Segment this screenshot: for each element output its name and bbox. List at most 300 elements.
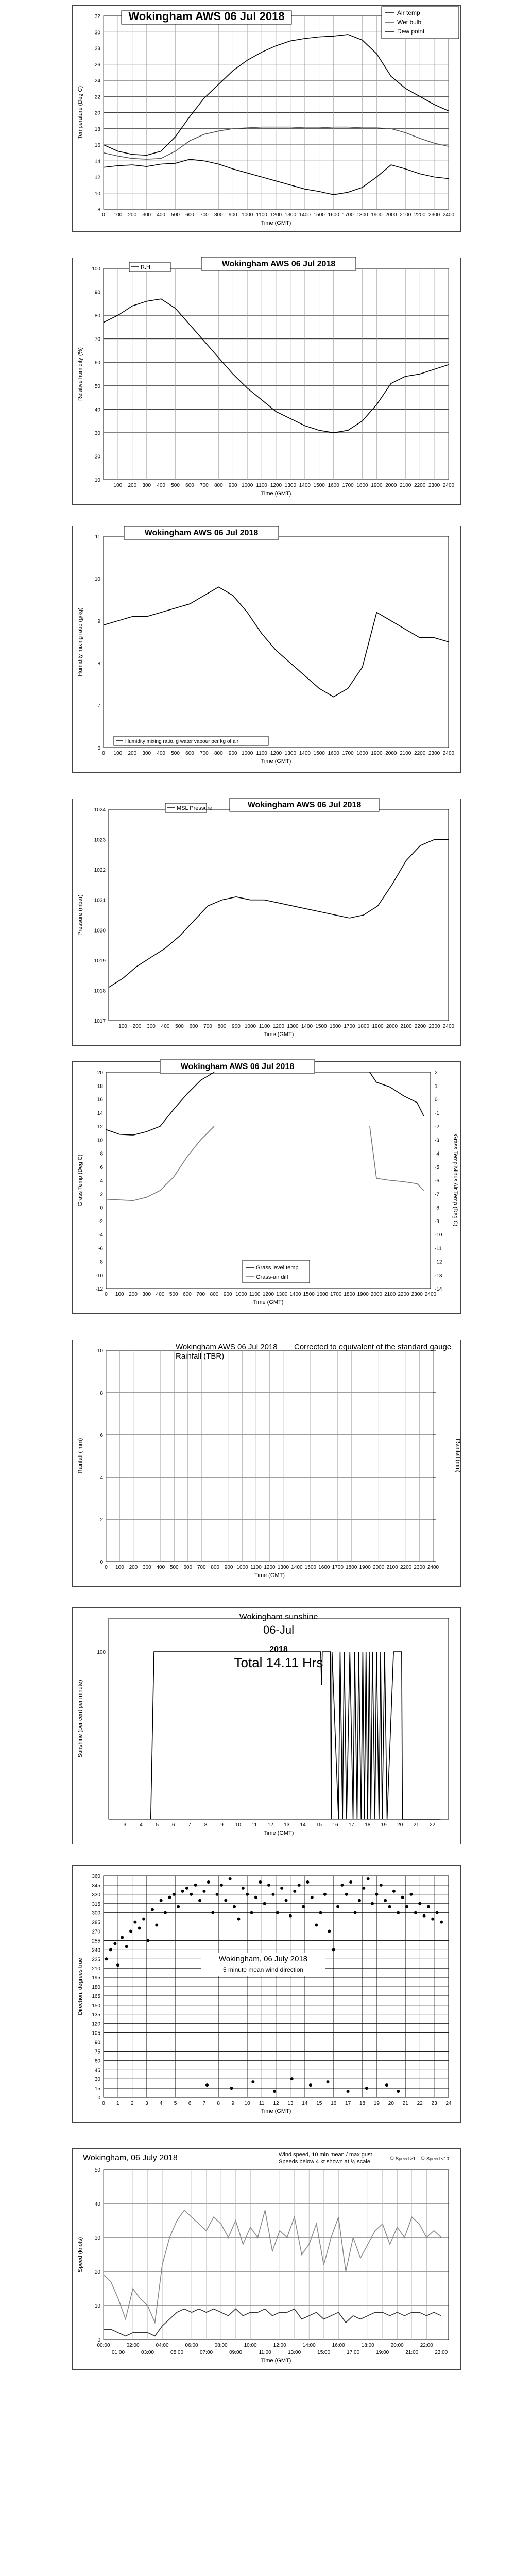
scatter-point bbox=[367, 1877, 370, 1880]
y-tick-label: 8 bbox=[100, 1391, 103, 1396]
scatter-point bbox=[181, 1890, 184, 1893]
y-tick-label: 4 bbox=[100, 1178, 103, 1184]
y-tick-label: 1022 bbox=[94, 868, 106, 874]
y-tick-label: 100 bbox=[97, 1650, 106, 1655]
y-tick-label: 285 bbox=[92, 1920, 100, 1926]
y2-tick-label: -5 bbox=[435, 1164, 439, 1171]
chart-title: Wokingham AWS 06 Jul 2018 bbox=[176, 1343, 278, 1351]
y-tick-label: 90 bbox=[94, 2040, 100, 2046]
y-tick-label: 16 bbox=[97, 1097, 103, 1103]
y-tick-label: 330 bbox=[92, 1892, 100, 1898]
x-tick-label: 700 bbox=[200, 751, 209, 756]
scatter-point bbox=[427, 1905, 430, 1908]
x-tick-label: 500 bbox=[175, 1024, 184, 1029]
x-tick-label: 8 bbox=[204, 1822, 208, 1828]
scatter-point bbox=[151, 1908, 154, 1911]
legend-label: Speed >1 bbox=[396, 2156, 416, 2161]
x-tick-label: 2400 bbox=[442, 212, 455, 218]
x-tick-label: 1100 bbox=[259, 1024, 270, 1029]
x-tick-label: 13:00 bbox=[288, 2350, 301, 2355]
x-tick-label: 0 bbox=[102, 751, 105, 756]
y-tick-label: 10 bbox=[94, 2303, 100, 2309]
x-tick-label: 500 bbox=[171, 212, 180, 218]
scatter-point bbox=[354, 1911, 357, 1914]
y-tick-label: 10 bbox=[97, 1348, 103, 1354]
x-tick-label: 0 bbox=[105, 1565, 108, 1570]
y-axis-label: Relative humidity (%) bbox=[77, 347, 83, 401]
x-tick-label: 11 bbox=[259, 2100, 265, 2106]
x-tick-label: 21:00 bbox=[405, 2350, 419, 2355]
x-tick-label: 400 bbox=[157, 212, 166, 218]
y-tick-label: 30 bbox=[94, 30, 100, 36]
y-tick-label: 22 bbox=[94, 94, 100, 100]
y-tick-label: 270 bbox=[92, 1929, 100, 1935]
x-tick-label: 400 bbox=[157, 751, 166, 756]
y-tick-label: 28 bbox=[94, 46, 100, 52]
x-tick-label: 600 bbox=[183, 1292, 192, 1297]
y-tick-label: 6 bbox=[100, 1433, 103, 1438]
y-tick-label: 1017 bbox=[94, 1019, 106, 1024]
y-axis-label: Grass Temp (Deg C) bbox=[77, 1154, 83, 1207]
x-tick-label: 600 bbox=[185, 212, 194, 218]
y-tick-label: 8 bbox=[97, 207, 100, 213]
y2-tick-label: -11 bbox=[435, 1246, 442, 1252]
scatter-point bbox=[423, 1914, 426, 1918]
y-tick-label: 8 bbox=[100, 1151, 103, 1157]
x-tick-label: 22 bbox=[417, 2100, 423, 2106]
y-tick-label: 20 bbox=[97, 1070, 103, 1076]
x-tick-label: 2200 bbox=[414, 751, 426, 756]
x-tick-label: 10 bbox=[235, 1822, 241, 1828]
scatter-point bbox=[207, 1880, 210, 1884]
y2-tick-label: -6 bbox=[435, 1178, 439, 1184]
x-tick-label: 400 bbox=[161, 1024, 170, 1029]
y-tick-label: 0 bbox=[97, 2337, 100, 2343]
y-axis-label: Rainfall ( mm) bbox=[77, 1438, 83, 1474]
scatter-point bbox=[276, 1911, 279, 1914]
scatter-point bbox=[263, 1902, 266, 1905]
x-tick-label: 1200 bbox=[262, 1292, 274, 1297]
plot-area bbox=[106, 1072, 431, 1289]
x-tick-label: 200 bbox=[129, 1565, 138, 1570]
y-tick-label: 120 bbox=[92, 2021, 100, 2027]
scatter-point bbox=[138, 1927, 141, 1930]
x-tick-label: 900 bbox=[228, 212, 237, 218]
y-tick-label: 20 bbox=[94, 2269, 100, 2275]
chart-note: Speeds below 4 kt shown at ½ scale bbox=[279, 2159, 370, 2165]
x-tick-label: 1800 bbox=[356, 751, 368, 756]
x-tick-label: 800 bbox=[211, 1565, 220, 1570]
y-tick-label: 135 bbox=[92, 2012, 100, 2018]
x-tick-label: 1700 bbox=[344, 1024, 355, 1029]
chart-total: Total 14.11 Hrs bbox=[234, 1655, 323, 1670]
x-tick-label: 15:00 bbox=[317, 2350, 331, 2355]
scatter-point bbox=[233, 1905, 236, 1908]
rainfall-chart bbox=[72, 1340, 461, 1587]
y-tick-label: 18 bbox=[94, 126, 100, 132]
y-tick-label: 180 bbox=[92, 1985, 100, 1990]
wind-speed-chart bbox=[72, 2148, 461, 2370]
x-tick-label: 2400 bbox=[427, 1565, 439, 1570]
y-tick-label: 4 bbox=[100, 1475, 103, 1481]
x-tick-label: 1600 bbox=[329, 1024, 341, 1029]
y-tick-label: 90 bbox=[94, 290, 100, 296]
scatter-point bbox=[254, 1896, 258, 1899]
x-tick-label: 1100 bbox=[256, 483, 267, 488]
x-tick-label: 2000 bbox=[385, 483, 397, 488]
x-tick-label: 1100 bbox=[256, 212, 267, 218]
scatter-point bbox=[211, 1911, 214, 1914]
x-tick-label: 03:00 bbox=[141, 2350, 154, 2355]
x-tick-label: 09:00 bbox=[229, 2350, 243, 2355]
scatter-point bbox=[315, 1924, 318, 1927]
chart-note: Corrected to equivalent of the standard gauge bbox=[294, 1343, 452, 1351]
scatter-point bbox=[147, 1939, 150, 1942]
legend-label: Humidity mixing ratio, g water vapour per kg of air bbox=[125, 739, 239, 744]
x-tick-label: 2100 bbox=[384, 1292, 396, 1297]
y-tick-label: 0 bbox=[100, 1560, 103, 1565]
x-tick-label: 2200 bbox=[414, 1024, 426, 1029]
x-tick-label: 6 bbox=[171, 1822, 175, 1828]
x-tick-label: 1400 bbox=[299, 483, 311, 488]
y2-tick-label: -3 bbox=[435, 1138, 439, 1144]
x-tick-label: 700 bbox=[200, 212, 209, 218]
x-tick-label: 2000 bbox=[385, 751, 397, 756]
x-tick-label: 700 bbox=[203, 1024, 212, 1029]
grass-temp-chart-svg bbox=[73, 1062, 461, 1314]
y-tick-label: 0 bbox=[97, 2095, 100, 2101]
x-tick-label: 1400 bbox=[289, 1292, 301, 1297]
scatter-point bbox=[293, 1890, 296, 1893]
x-tick-label: 9 bbox=[231, 2100, 235, 2106]
x-tick-label: 8 bbox=[217, 2100, 220, 2106]
chart-subtitle: 5 minute mean wind direction bbox=[222, 1966, 304, 1973]
x-axis-label: Time (GMT) bbox=[261, 220, 291, 226]
y-tick-label: 30 bbox=[94, 2077, 100, 2083]
scatter-point bbox=[121, 1936, 124, 1939]
x-tick-label: 2100 bbox=[400, 212, 411, 218]
scatter-point bbox=[345, 1893, 348, 1896]
scatter-point bbox=[375, 1893, 378, 1896]
y-tick-label: 1018 bbox=[94, 988, 106, 994]
x-tick-label: 14 bbox=[302, 2100, 308, 2106]
y-tick-label: 6 bbox=[97, 745, 100, 751]
x-tick-label: 11 bbox=[251, 1822, 258, 1828]
x-tick-label: 01:00 bbox=[111, 2350, 125, 2355]
y-tick-label: 14 bbox=[97, 1110, 103, 1116]
x-tick-label: 0 bbox=[102, 212, 105, 218]
y-tick-label: 210 bbox=[92, 1966, 100, 1972]
grass-temp-chart bbox=[72, 1061, 461, 1314]
y-tick-label: 12 bbox=[94, 175, 100, 181]
scatter-point bbox=[113, 1942, 116, 1945]
scatter-point bbox=[133, 1921, 136, 1924]
x-tick-label: 17 bbox=[348, 1822, 354, 1828]
chart-title: Wokingham AWS 06 Jul 2018 bbox=[128, 10, 285, 23]
x-tick-label: 1700 bbox=[330, 1292, 342, 1297]
y2-axis-label: Grass Temp Minus Air Temp (Deg C) bbox=[452, 1134, 458, 1227]
x-tick-label: 100 bbox=[113, 212, 123, 218]
scatter-point bbox=[388, 1905, 391, 1908]
scatter-point bbox=[173, 1893, 176, 1896]
y2-tick-label: -14 bbox=[435, 1286, 442, 1292]
x-tick-label: 200 bbox=[128, 212, 137, 218]
x-tick-label: 21 bbox=[413, 1822, 419, 1828]
x-tick-label: 1000 bbox=[236, 1565, 248, 1570]
scatter-point bbox=[164, 1911, 167, 1914]
x-tick-label: 16:00 bbox=[332, 2343, 345, 2348]
scatter-point bbox=[105, 1957, 108, 1960]
mixing-ratio-chart-svg bbox=[73, 526, 461, 773]
scatter-point bbox=[155, 1924, 158, 1927]
y-tick-label: 255 bbox=[92, 1938, 100, 1944]
x-axis-label: Time (GMT) bbox=[263, 1031, 294, 1038]
y-tick-label: 10 bbox=[94, 478, 100, 483]
x-tick-label: 19 bbox=[373, 2100, 380, 2106]
chart-date: 06-Jul bbox=[263, 1623, 294, 1636]
chart-title: Wokingham AWS 06 Jul 2018 bbox=[221, 260, 336, 268]
scatter-point bbox=[418, 1902, 421, 1905]
x-tick-label: 100 bbox=[115, 1565, 124, 1570]
chart-title: Wokingham, 06 July 2018 bbox=[218, 1955, 308, 1963]
x-tick-label: 800 bbox=[210, 1292, 219, 1297]
x-tick-label: 500 bbox=[169, 1565, 179, 1570]
y-tick-label: 100 bbox=[92, 266, 100, 272]
scatter-point bbox=[142, 1918, 145, 1921]
scatter-point bbox=[177, 1905, 180, 1908]
y-tick-label: 40 bbox=[94, 407, 100, 413]
x-tick-label: 2300 bbox=[428, 212, 440, 218]
x-tick-label: 1900 bbox=[357, 1292, 369, 1297]
scatter-point bbox=[409, 1893, 413, 1896]
y-tick-label: 7 bbox=[97, 703, 100, 709]
scatter-point bbox=[194, 1884, 197, 1887]
x-tick-label: 12:00 bbox=[273, 2343, 286, 2348]
temperature-chart-svg bbox=[73, 6, 461, 232]
scatter-point bbox=[323, 1893, 327, 1896]
x-tick-label: 16 bbox=[331, 2100, 337, 2106]
y-tick-label: 40 bbox=[94, 2201, 100, 2207]
x-tick-label: 300 bbox=[142, 751, 151, 756]
scatter-point bbox=[385, 2083, 388, 2087]
x-tick-label: 2100 bbox=[400, 751, 411, 756]
humidity-chart-svg bbox=[73, 258, 461, 505]
x-tick-label: 900 bbox=[224, 1565, 233, 1570]
mixing-ratio-chart bbox=[72, 526, 461, 773]
x-tick-label: 2200 bbox=[400, 1565, 412, 1570]
x-tick-label: 300 bbox=[142, 483, 151, 488]
y-tick-label: 14 bbox=[94, 159, 100, 165]
y-tick-label: 32 bbox=[94, 14, 100, 20]
x-tick-label: 08:00 bbox=[214, 2343, 228, 2348]
x-tick-label: 1300 bbox=[277, 1565, 289, 1570]
x-tick-label: 300 bbox=[142, 212, 151, 218]
x-tick-label: 400 bbox=[157, 483, 166, 488]
y-tick-label: 300 bbox=[92, 1910, 100, 1917]
x-tick-label: 3 bbox=[145, 2100, 148, 2106]
x-tick-label: 2 bbox=[131, 2100, 134, 2106]
y2-tick-label: -8 bbox=[435, 1205, 439, 1211]
x-tick-label: 1000 bbox=[242, 212, 253, 218]
scatter-point bbox=[237, 1918, 240, 1921]
scatter-point bbox=[230, 2087, 233, 2090]
x-axis-label: Time (GMT) bbox=[254, 1572, 285, 1579]
x-tick-label: 1700 bbox=[342, 483, 354, 488]
x-tick-label: 400 bbox=[156, 1292, 165, 1297]
x-tick-label: 2300 bbox=[428, 751, 440, 756]
x-tick-label: 2000 bbox=[386, 1024, 398, 1029]
x-tick-label: 04:00 bbox=[156, 2343, 169, 2348]
x-tick-label: 1100 bbox=[250, 1565, 262, 1570]
x-tick-label: 15 bbox=[316, 2100, 322, 2106]
x-tick-label: 1200 bbox=[270, 483, 282, 488]
x-tick-label: 2200 bbox=[398, 1292, 409, 1297]
y-tick-label: 16 bbox=[94, 143, 100, 148]
x-tick-label: 100 bbox=[115, 1292, 124, 1297]
x-tick-label: 800 bbox=[214, 483, 223, 488]
x-tick-label: 13 bbox=[284, 1822, 290, 1828]
x-tick-label: 2100 bbox=[400, 483, 411, 488]
legend-label: Dew point bbox=[397, 28, 425, 35]
scatter-point bbox=[311, 1896, 314, 1899]
y-tick-label: 195 bbox=[92, 1975, 100, 1981]
x-tick-label: 500 bbox=[171, 483, 180, 488]
x-tick-label: 2200 bbox=[414, 212, 426, 218]
x-tick-label: 1100 bbox=[249, 1292, 261, 1297]
y-tick-label: -8 bbox=[98, 1259, 103, 1265]
x-tick-label: 900 bbox=[223, 1292, 232, 1297]
scatter-point bbox=[246, 1893, 249, 1896]
scatter-point bbox=[185, 1887, 188, 1890]
x-tick-label: 1800 bbox=[346, 1565, 357, 1570]
x-tick-label: 1300 bbox=[284, 483, 297, 488]
x-tick-label: 1500 bbox=[313, 751, 325, 756]
x-tick-label: 1900 bbox=[371, 751, 383, 756]
y2-tick-label: 2 bbox=[435, 1070, 438, 1076]
x-tick-label: 1900 bbox=[371, 212, 383, 218]
y2-tick-label: -1 bbox=[435, 1110, 439, 1116]
x-tick-label: 600 bbox=[185, 751, 194, 756]
x-tick-label: 20:00 bbox=[390, 2343, 404, 2348]
x-tick-label: 100 bbox=[118, 1024, 127, 1029]
y-tick-label: 165 bbox=[92, 1993, 100, 1999]
y-tick-label: 20 bbox=[94, 454, 100, 460]
x-tick-label: 1600 bbox=[328, 751, 339, 756]
x-tick-label: 800 bbox=[214, 212, 223, 218]
y2-tick-label: -13 bbox=[435, 1273, 442, 1279]
x-tick-label: 22 bbox=[430, 1822, 436, 1828]
scatter-point bbox=[129, 1930, 132, 1933]
humidity-chart bbox=[72, 258, 461, 505]
x-tick-label: 15 bbox=[316, 1822, 322, 1828]
x-tick-label: 13 bbox=[287, 2100, 294, 2106]
x-tick-label: 17 bbox=[345, 2100, 351, 2106]
pressure-chart-svg bbox=[73, 799, 461, 1046]
scatter-point bbox=[289, 1914, 292, 1918]
x-tick-label: 18:00 bbox=[361, 2343, 374, 2348]
x-tick-label: 500 bbox=[171, 751, 180, 756]
x-tick-label: 11:00 bbox=[259, 2350, 271, 2355]
x-tick-label: 1200 bbox=[264, 1565, 276, 1570]
scatter-point bbox=[401, 1896, 404, 1899]
scatter-point bbox=[224, 1899, 227, 1902]
x-tick-label: 1200 bbox=[272, 1024, 285, 1029]
legend-label: MSL Pressure bbox=[177, 805, 213, 811]
y2-tick-label: 1 bbox=[435, 1083, 438, 1090]
scatter-point bbox=[327, 2080, 330, 2083]
x-tick-label: 1900 bbox=[372, 1024, 384, 1029]
scatter-point bbox=[168, 1896, 171, 1899]
x-tick-label: 19 bbox=[381, 1822, 387, 1828]
temperature-chart bbox=[72, 5, 461, 232]
y-tick-label: 10 bbox=[94, 577, 100, 582]
x-tick-label: 1500 bbox=[313, 212, 325, 218]
legend-label: Grass level temp bbox=[256, 1265, 299, 1271]
scatter-point bbox=[302, 1905, 305, 1908]
x-tick-label: 7 bbox=[202, 2100, 206, 2106]
scatter-point bbox=[125, 1945, 128, 1948]
x-tick-label: 12 bbox=[267, 1822, 273, 1828]
x-tick-label: 200 bbox=[128, 751, 137, 756]
x-tick-label: 2400 bbox=[442, 1024, 455, 1029]
y-tick-label: 315 bbox=[92, 1901, 100, 1907]
y-tick-label: 50 bbox=[94, 383, 100, 389]
y-tick-label: -10 bbox=[95, 1273, 103, 1279]
x-tick-label: 20 bbox=[397, 1822, 403, 1828]
y-tick-label: 2 bbox=[100, 1192, 103, 1198]
y-tick-label: -4 bbox=[98, 1232, 103, 1238]
x-tick-label: 1400 bbox=[301, 1024, 313, 1029]
scatter-point bbox=[250, 1911, 253, 1914]
plot-area bbox=[104, 536, 449, 748]
x-tick-label: 18 bbox=[359, 2100, 366, 2106]
sunshine-chart bbox=[72, 1607, 461, 1844]
x-tick-label: 900 bbox=[232, 1024, 241, 1029]
x-tick-label: 700 bbox=[200, 483, 209, 488]
x-tick-label: 1500 bbox=[303, 1292, 315, 1297]
x-tick-label: 14:00 bbox=[302, 2343, 316, 2348]
scatter-point bbox=[290, 2077, 294, 2080]
y-tick-label: 11 bbox=[95, 534, 100, 540]
x-tick-label: 600 bbox=[185, 483, 194, 488]
x-tick-label: 00:00 bbox=[97, 2343, 110, 2348]
x-tick-label: 0 bbox=[102, 2100, 105, 2106]
y-tick-label: 9 bbox=[97, 619, 100, 624]
x-tick-label: 17:00 bbox=[347, 2350, 360, 2355]
x-tick-label: 700 bbox=[196, 1292, 205, 1297]
x-tick-label: 1300 bbox=[284, 212, 297, 218]
scatter-point bbox=[332, 1948, 335, 1951]
scatter-point bbox=[436, 1911, 439, 1914]
scatter-point bbox=[319, 1911, 322, 1914]
x-tick-label: 2000 bbox=[385, 212, 397, 218]
scatter-point bbox=[365, 2087, 368, 2090]
pressure-chart bbox=[72, 799, 461, 1046]
x-tick-label: 300 bbox=[143, 1565, 151, 1570]
legend-label: Grass-air diff bbox=[256, 1274, 288, 1280]
scatter-point bbox=[397, 1911, 400, 1914]
scatter-point bbox=[405, 1905, 408, 1908]
x-tick-label: 900 bbox=[228, 483, 237, 488]
y-tick-label: 70 bbox=[94, 336, 100, 343]
y2-tick-label: -9 bbox=[435, 1218, 439, 1225]
x-tick-label: 100 bbox=[113, 483, 123, 488]
scatter-point bbox=[347, 2090, 350, 2093]
y-tick-label: 60 bbox=[94, 2058, 100, 2064]
scatter-point bbox=[190, 1893, 193, 1896]
x-tick-label: 12 bbox=[273, 2100, 279, 2106]
x-tick-label: 500 bbox=[169, 1292, 178, 1297]
